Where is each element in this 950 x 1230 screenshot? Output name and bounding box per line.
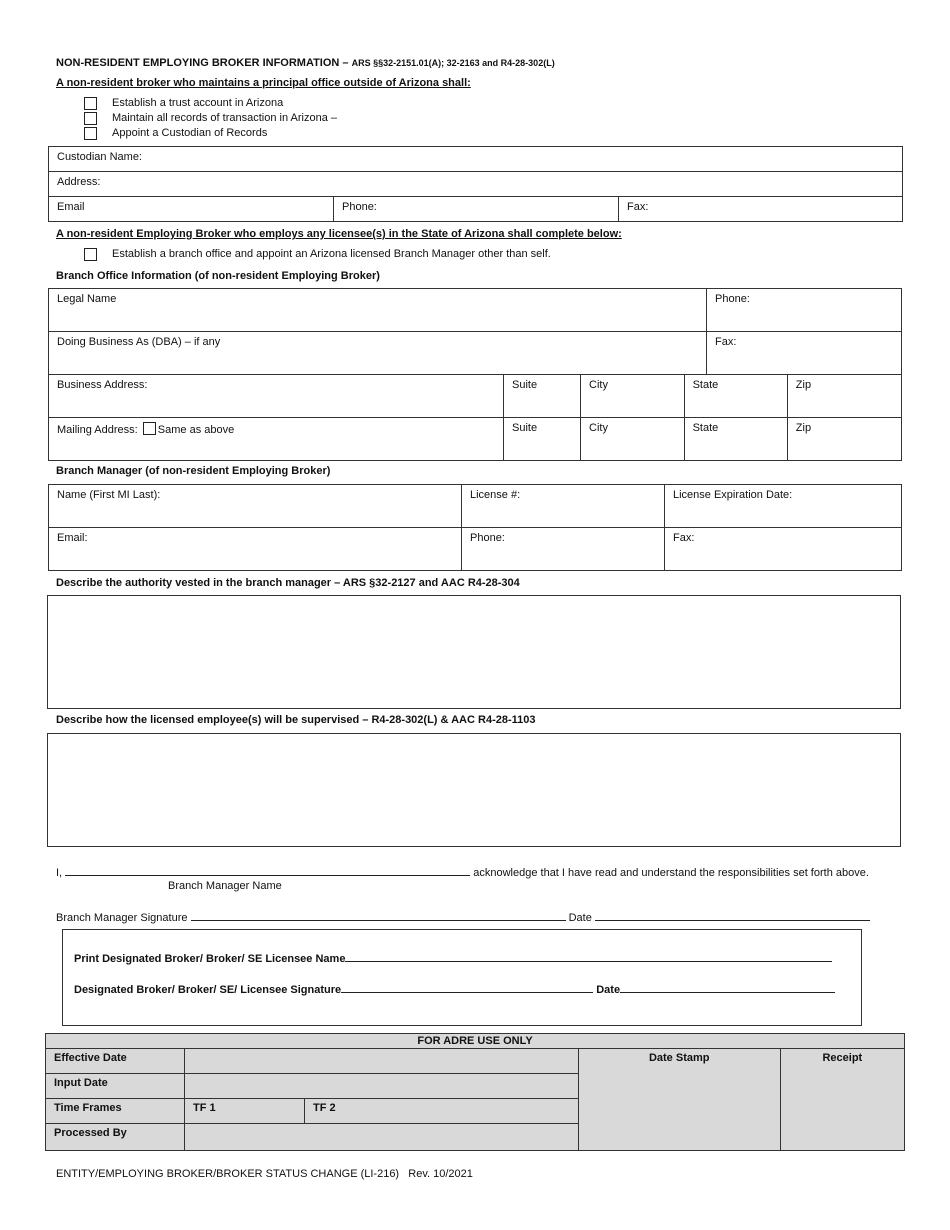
form-footer: ENTITY/EMPLOYING BROKER/BROKER STATUS CHANGE (LI-216) Rev. 10/2021 [56,1168,473,1180]
branch-manager-date-input[interactable] [595,910,870,921]
designated-signature-input[interactable] [341,982,593,993]
statute-reference: ARS §§32-2151.01(A); 32-2163 and R4-28-302(L) [351,58,555,68]
manager-license-exp-field[interactable]: License Expiration Date: [665,485,902,528]
tf1-field[interactable]: TF 1 [185,1099,305,1124]
form-title: NON-RESIDENT EMPLOYING BROKER INFORMATION – ARS §§32-2151.01(A); 32-2163 and R4-28-302(L) [56,57,555,69]
legal-name-field[interactable]: Legal Name [49,289,707,332]
same-as-above-checkbox[interactable] [143,422,156,435]
manager-email-field[interactable]: Email: [49,528,462,571]
mailing-suite-field[interactable]: Suite [504,418,581,461]
time-frames-label: Time Frames [46,1099,185,1124]
manager-fax-field[interactable]: Fax: [665,528,902,571]
input-date-field[interactable] [185,1074,579,1099]
branch-office-table [48,288,902,461]
date-stamp-area: Date Stamp [578,1049,780,1151]
branch-manager-table [48,484,902,571]
employs-heading: A non-resident Employing Broker who employs any licensee(s) in the State of Arizona shall complete below: [56,228,622,240]
custodian-label: Appoint a Custodian of Records [112,127,268,139]
business-address-field[interactable]: Business Address: [49,375,504,418]
records-checkbox[interactable] [84,112,97,125]
business-suite-field[interactable]: Suite [504,375,581,418]
effective-date-field[interactable] [185,1049,579,1074]
branch-fax-field[interactable]: Fax: [707,332,902,375]
custodian-checkbox[interactable] [84,127,97,140]
custodian-address-field[interactable]: Address: [49,172,903,197]
branch-manager-signature-input[interactable] [191,910,566,921]
mailing-zip-field[interactable]: Zip [787,418,901,461]
custodian-name-field[interactable]: Custodian Name: [49,147,903,172]
dba-field[interactable]: Doing Business As (DBA) – if any [49,332,707,375]
supervision-heading: Describe how the licensed employee(s) will be supervised – R4-28-302(L) & AAC R4-28-1103 [56,714,536,726]
processed-by-label: Processed By [46,1124,185,1151]
trust-account-checkbox[interactable] [84,97,97,110]
print-name-input[interactable] [345,951,832,962]
authority-textarea[interactable] [47,595,901,709]
custodian-table [48,146,903,222]
branch-office-checkbox[interactable] [84,248,97,261]
business-zip-field[interactable]: Zip [787,375,901,418]
branch-manager-name-input[interactable] [65,865,470,876]
input-date-label: Input Date [46,1074,185,1099]
manager-license-field[interactable]: License #: [462,485,665,528]
custodian-fax-field[interactable]: Fax: [619,197,903,222]
custodian-phone-field[interactable]: Phone: [334,197,619,222]
designated-date-input[interactable] [620,982,835,993]
adre-use-table [45,1033,905,1151]
mailing-city-field[interactable]: City [581,418,685,461]
branch-phone-field[interactable]: Phone: [707,289,902,332]
signature-line: Branch Manager Signature Date [56,910,870,924]
supervision-textarea[interactable] [47,733,901,847]
branch-office-heading: Branch Office Information (of non-resident Employing Broker) [56,270,380,282]
branch-manager-name-caption: Branch Manager Name [168,880,282,892]
adre-title: FOR ADRE USE ONLY [46,1034,905,1049]
effective-date-label: Effective Date [46,1049,185,1074]
designated-broker-box [62,929,862,1026]
acknowledgement-line: I, acknowledge that I have read and understand the responsibilities set forth above. [56,867,869,879]
business-state-field[interactable]: State [684,375,787,418]
authority-heading: Describe the authority vested in the branch manager – ARS §32-2127 and AAC R4-28-304 [56,577,520,589]
branch-manager-heading: Branch Manager (of non-resident Employing Broker) [56,465,331,477]
business-city-field[interactable]: City [581,375,685,418]
tf2-field[interactable]: TF 2 [305,1099,579,1124]
receipt-area: Receipt [780,1049,904,1151]
designated-signature-line: Designated Broker/ Broker/ SE/ Licensee Signature Date [74,982,835,996]
manager-name-field[interactable]: Name (First MI Last): [49,485,462,528]
branch-office-checkbox-label: Establish a branch office and appoint an Arizona licensed Branch Manager other than self. [112,248,551,260]
manager-phone-field[interactable]: Phone: [462,528,665,571]
print-name-line: Print Designated Broker/ Broker/ SE Licensee Name [74,951,832,965]
records-label: Maintain all records of transaction in Arizona – [112,112,338,124]
mailing-state-field[interactable]: State [684,418,787,461]
custodian-email-field[interactable]: Email [49,197,334,222]
trust-account-label: Establish a trust account in Arizona [112,97,284,109]
processed-by-field[interactable] [185,1124,579,1151]
principal-office-intro: A non-resident broker who maintains a principal office outside of Arizona shall: [56,77,471,89]
mailing-address-field[interactable]: Mailing Address: Same as above [49,418,504,461]
